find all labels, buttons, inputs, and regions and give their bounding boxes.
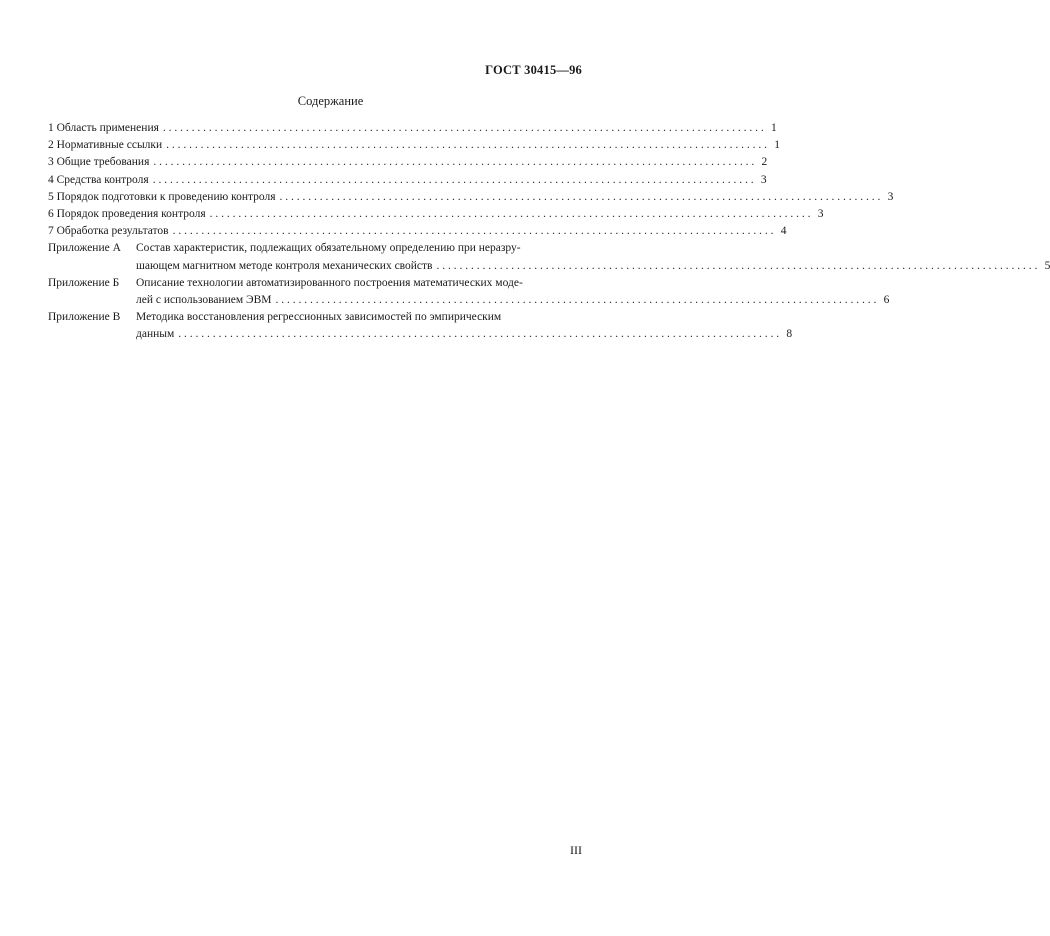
toc-entry-page: 1 bbox=[771, 122, 777, 134]
dot-leader bbox=[163, 120, 764, 137]
toc-entry-page: 3 bbox=[887, 190, 894, 203]
toc-appendix-entry[interactable] bbox=[48, 275, 890, 309]
toc-entry-page: 3 bbox=[817, 207, 824, 220]
dot-leader bbox=[210, 206, 811, 223]
dot-leader bbox=[276, 292, 877, 309]
toc-entry[interactable] bbox=[48, 189, 894, 206]
toc-entry-label: 4 Средства контроля bbox=[48, 173, 149, 186]
dot-leader bbox=[178, 326, 779, 343]
toc-entry-page: 6 bbox=[883, 293, 890, 306]
toc-entry-label: 7 Обработка результатов bbox=[48, 225, 169, 238]
toc-entry[interactable] bbox=[48, 137, 781, 154]
page-number: III bbox=[570, 843, 582, 857]
dot-leader bbox=[166, 137, 767, 154]
toc-entry[interactable] bbox=[48, 223, 787, 240]
toc-entry-label: 2 Нормативные ссылки bbox=[48, 139, 163, 152]
toc-entry-page: 1 bbox=[774, 139, 781, 152]
toc-entry[interactable] bbox=[48, 172, 767, 189]
toc-appendix-entry[interactable] bbox=[48, 309, 793, 343]
appendix-title-line: Методика восстановления регрессионных зависимостей по эмпирическим bbox=[136, 311, 502, 324]
toc-entry-page: 3 bbox=[760, 173, 767, 186]
toc-entry[interactable] bbox=[48, 154, 768, 171]
toc-entry-page: 4 bbox=[780, 225, 787, 238]
toc-entry-label: 6 Порядок проведения контроля bbox=[48, 207, 206, 220]
dot-leader bbox=[280, 189, 881, 206]
toc-entry[interactable] bbox=[48, 206, 824, 223]
toc-entry-label: 5 Порядок подготовки к проведению контроля bbox=[48, 190, 276, 203]
appendix-title-line: Описание технологии автоматизированного построения математических моде- bbox=[136, 276, 523, 289]
dot-leader bbox=[173, 223, 774, 240]
dot-leader bbox=[153, 154, 754, 171]
document-code: ГОСТ 30415—96 bbox=[485, 63, 582, 77]
appendix-prefix: Приложение Б bbox=[48, 276, 120, 289]
toc-entry-label: 3 Общие требования bbox=[48, 156, 150, 169]
toc-entry-label: 1 Область применения bbox=[48, 122, 159, 134]
appendix-prefix: Приложение В bbox=[48, 311, 121, 324]
dot-leader bbox=[437, 258, 1038, 275]
appendix-prefix: Приложение А bbox=[48, 242, 121, 255]
appendix-title-line: шающем магнитном методе контроля механических свойств bbox=[136, 259, 433, 272]
dot-leader bbox=[153, 172, 754, 189]
toc-entry-page: 2 bbox=[761, 156, 768, 169]
toc-entry-page: 8 bbox=[786, 328, 793, 341]
appendix-title-line: Состав характеристик, подлежащих обязательному определению при неразру- bbox=[136, 242, 521, 255]
toc-entry[interactable] bbox=[48, 120, 777, 137]
appendix-title-line: лей с использованием ЭВМ bbox=[136, 293, 272, 306]
appendix-title-line: данным bbox=[136, 328, 175, 341]
toc-title: Содержание bbox=[297, 94, 364, 108]
toc-entry-page: 5 bbox=[1044, 259, 1050, 272]
toc-appendix-entry[interactable] bbox=[48, 240, 1050, 274]
table-of-contents bbox=[48, 120, 1050, 343]
